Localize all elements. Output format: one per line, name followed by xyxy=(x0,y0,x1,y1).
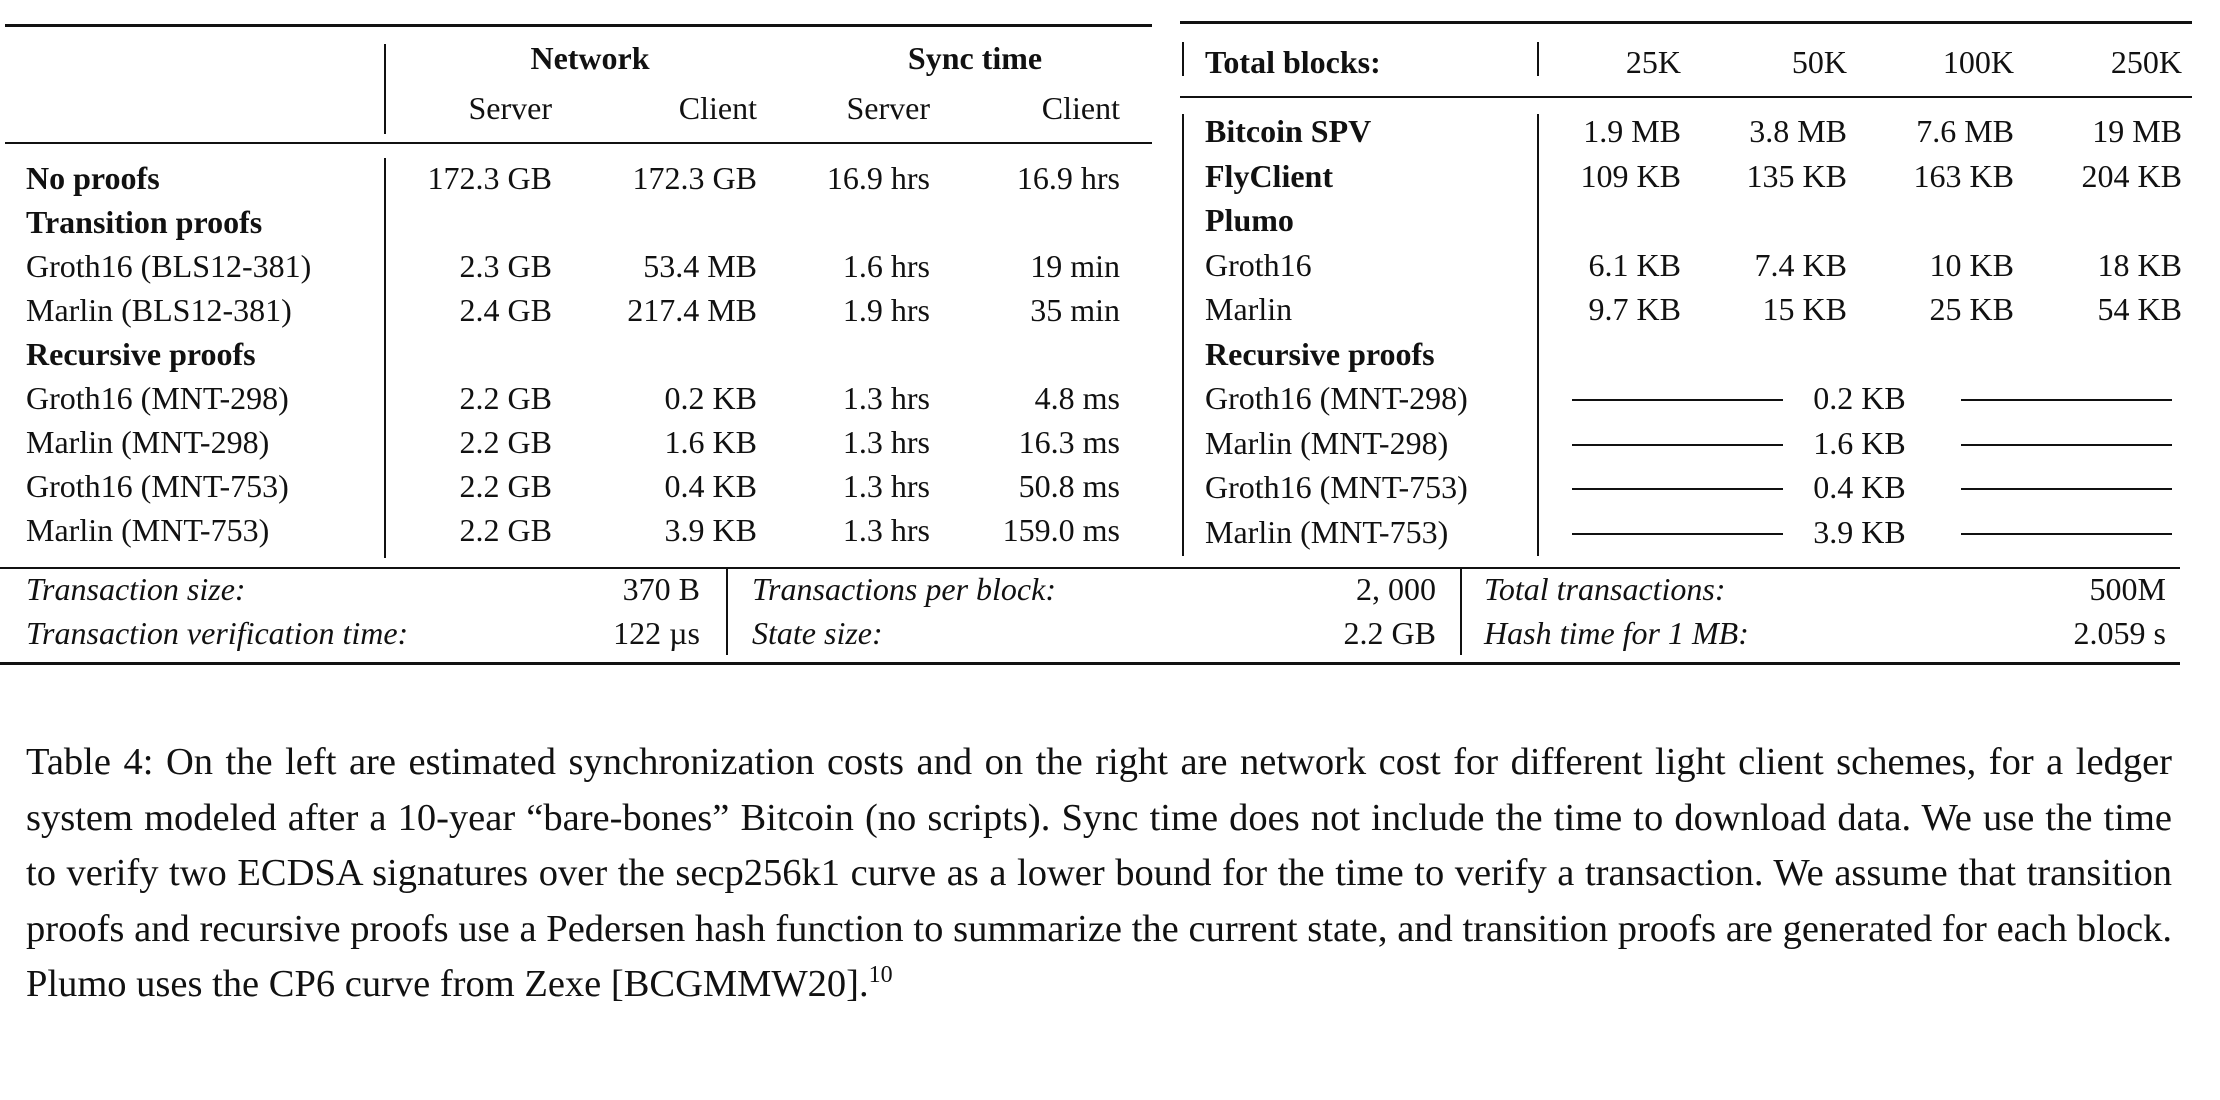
table-cell: 1.9 hrs xyxy=(842,292,930,328)
span-line xyxy=(1572,488,1783,490)
spanning-cell xyxy=(1537,376,2182,420)
table-cell: 9.7 KB xyxy=(1588,291,1681,327)
row-label: FlyClient xyxy=(1205,157,1333,194)
row-label: Plumo xyxy=(1205,202,1294,238)
column-header: 100K xyxy=(1942,44,2014,80)
table-cell: 7.4 KB xyxy=(1754,246,1847,283)
table-cell: 1.9 MB xyxy=(1583,113,1681,149)
table-cell: 18 KB xyxy=(2097,246,2182,283)
table-row xyxy=(1205,376,2182,420)
table-row xyxy=(1205,421,2182,465)
table-cell: 3.9 KB xyxy=(664,512,757,548)
table-cell: 50.8 ms xyxy=(1018,468,1120,504)
row-label: Recursive proofs xyxy=(1205,335,1435,372)
footnote-marker: 10 xyxy=(868,962,893,989)
table-cell: 16.3 ms xyxy=(1018,424,1120,460)
table-cell: 2.2 GB xyxy=(459,380,552,416)
footer-label: Transactions per block: xyxy=(752,571,1056,607)
table-cell: 1.3 hrs xyxy=(842,512,930,548)
spanning-cell xyxy=(1537,421,2182,465)
span-line xyxy=(1572,444,1783,446)
span-line xyxy=(1572,533,1783,535)
table-cell: 10 KB xyxy=(1929,246,2014,283)
table-row xyxy=(26,288,1128,332)
table-row xyxy=(1205,465,2182,509)
table-row xyxy=(26,420,1128,464)
table-cell: 2.4 GB xyxy=(459,292,552,328)
table-cell: 3.8 MB xyxy=(1749,113,1847,149)
table-caption xyxy=(26,735,2172,1013)
table-cell xyxy=(560,332,765,376)
row-label: Groth16 xyxy=(1205,246,1312,283)
footer-label: State size: xyxy=(752,615,883,651)
column-divider xyxy=(1182,114,1184,556)
footer-bottom-rule xyxy=(0,662,2180,665)
span-line xyxy=(1961,488,2172,490)
footer-value: 2.059 s xyxy=(2073,615,2166,651)
row-label: Groth16 (MNT-298) xyxy=(26,380,289,416)
footer-label: Transaction verification time: xyxy=(26,615,409,651)
row-label: Marlin (MNT-753) xyxy=(26,512,270,548)
table-cell: 1.3 hrs xyxy=(842,424,930,460)
header-row xyxy=(1205,40,2182,84)
table-cell: 6.1 KB xyxy=(1588,246,1681,283)
table-cell xyxy=(560,200,765,244)
table-row xyxy=(26,332,1128,376)
table-cell xyxy=(765,332,938,376)
table-cell: 2.2 GB xyxy=(459,424,552,460)
spanning-cell xyxy=(1537,465,2182,509)
table-cell: 1.6 hrs xyxy=(842,248,930,284)
row-label: Marlin (BLS12-381) xyxy=(26,292,292,328)
table-cell: 54 KB xyxy=(2097,291,2182,327)
table-cell xyxy=(385,332,560,376)
table-row xyxy=(1205,154,2182,198)
table-cell: 172.3 GB xyxy=(427,160,552,196)
table-cell: 159.0 ms xyxy=(1002,512,1120,548)
sub-header-row xyxy=(26,86,1128,130)
table-cell: 135 KB xyxy=(1746,157,1847,194)
table-cell: 109 KB xyxy=(1580,157,1681,194)
table-cell: 1.3 hrs xyxy=(842,380,930,416)
row-label: Groth16 (BLS12-381) xyxy=(26,248,312,284)
column-header: 250K xyxy=(2110,44,2182,80)
footer-value: 500M xyxy=(2089,571,2166,607)
span-value: 3.9 KB xyxy=(1813,513,1906,550)
table-cell: 172.3 GB xyxy=(632,160,757,196)
table-cell: 7.6 MB xyxy=(1916,113,2014,149)
sub-header: Client xyxy=(678,90,757,126)
row-label: Groth16 (MNT-753) xyxy=(1205,469,1468,505)
table-cell xyxy=(385,200,560,244)
span-line xyxy=(1961,399,2172,401)
table-cell: 4.8 ms xyxy=(1034,380,1120,416)
top-rule xyxy=(1180,21,2192,24)
sub-header: Server xyxy=(468,90,552,126)
span-line xyxy=(1961,533,2172,535)
span-line xyxy=(1961,444,2172,446)
table-row xyxy=(26,200,1128,244)
row-label: Transition proofs xyxy=(26,204,263,240)
caption-text: Table 4: On the left are estimated synchronization costs and on the right are network cost for different light client schemes, for a ledger system modeled after a 10-year “bare-bones” Bitcoin (no scripts). Sync time does not include the time to download data. We use the time to verify two ECDSA signatures over the secp256k1 curve as a lower bound for the time to verify a transaction. We assume that transition proofs and recursive proofs use a Pedersen hash function to summarize the current state, and transition proofs are generated for each block. Plumo uses the CP6 curve from Zexe [BCGMMW20]. xyxy=(26,741,2172,1005)
total-blocks-label: Total blocks: xyxy=(1205,44,1381,80)
table-cell: 53.4 MB xyxy=(643,248,757,284)
table-row xyxy=(26,376,1128,420)
footer-label: Transaction size: xyxy=(26,571,246,607)
sub-header: Client xyxy=(1041,90,1120,126)
table-row xyxy=(26,464,1128,508)
footer-value: 2, 000 xyxy=(1356,571,1436,607)
table-row xyxy=(1205,287,2182,331)
table-cell: 1.6 KB xyxy=(664,424,757,460)
table-cell: 204 KB xyxy=(2081,157,2182,194)
table-cell: 217.4 MB xyxy=(627,292,757,328)
table-cell xyxy=(765,200,938,244)
group-header-sync-time: Sync time xyxy=(907,40,1043,76)
table-cell: 16.9 hrs xyxy=(1016,160,1120,196)
row-label: Recursive proofs xyxy=(26,336,256,372)
table-row xyxy=(1205,198,1537,242)
row-label: Marlin (MNT-298) xyxy=(26,424,270,460)
footer-value: 2.2 GB xyxy=(1343,615,1436,651)
footer-label: Total transactions: xyxy=(1484,571,1726,607)
span-value: 0.4 KB xyxy=(1813,469,1906,505)
column-header: 25K xyxy=(1625,44,1681,80)
table-cell: 19 MB xyxy=(2092,113,2182,149)
table-cell: 2.2 GB xyxy=(459,512,552,548)
span-value: 1.6 KB xyxy=(1813,424,1906,461)
table-cell xyxy=(938,200,1128,244)
row-label: Marlin (MNT-753) xyxy=(1205,513,1449,550)
table-cell: 163 KB xyxy=(1913,157,2014,194)
span-value: 0.2 KB xyxy=(1813,380,1906,416)
table-cell: 1.3 hrs xyxy=(842,468,930,504)
table-cell: 0.2 KB xyxy=(664,380,757,416)
group-header-network: Network xyxy=(530,40,650,76)
table-cell: 15 KB xyxy=(1762,291,1847,327)
row-label: Bitcoin SPV xyxy=(1205,113,1372,149)
table-row xyxy=(1205,510,2182,554)
table-row xyxy=(26,244,1128,288)
column-header: 50K xyxy=(1791,44,1847,80)
footer-value: 122 µs xyxy=(613,615,700,651)
table-cell: 2.3 GB xyxy=(459,248,552,284)
table-row xyxy=(1205,109,2182,153)
table-row xyxy=(1205,332,1537,376)
table-cell: 25 KB xyxy=(1929,291,2014,327)
row-label: Marlin (MNT-298) xyxy=(1205,424,1449,461)
row-label: Groth16 (MNT-298) xyxy=(1205,380,1468,416)
span-line xyxy=(1572,399,1783,401)
row-label: Groth16 (MNT-753) xyxy=(26,468,289,504)
footer-divider xyxy=(1460,569,1462,655)
table-cell: 19 min xyxy=(1030,248,1120,284)
table-cell xyxy=(938,332,1128,376)
footer-divider xyxy=(726,569,728,655)
table-row xyxy=(26,508,1128,552)
top-rule xyxy=(5,24,1152,27)
footer-value: 370 B xyxy=(622,571,700,607)
row-label: Marlin xyxy=(1205,291,1293,327)
table-row xyxy=(1205,243,2182,287)
row-label: No proofs xyxy=(26,160,160,196)
footer-label: Hash time for 1 MB: xyxy=(1484,615,1749,651)
table-cell: 2.2 GB xyxy=(459,468,552,504)
sub-header: Server xyxy=(846,90,930,126)
column-divider xyxy=(1182,42,1184,76)
mid-rule xyxy=(1180,96,2192,98)
table-row xyxy=(26,156,1128,200)
table-cell: 16.9 hrs xyxy=(826,160,930,196)
mid-rule xyxy=(5,142,1152,144)
table-cell: 35 min xyxy=(1030,292,1120,328)
spanning-cell xyxy=(1537,510,2182,554)
table-cell: 0.4 KB xyxy=(664,468,757,504)
